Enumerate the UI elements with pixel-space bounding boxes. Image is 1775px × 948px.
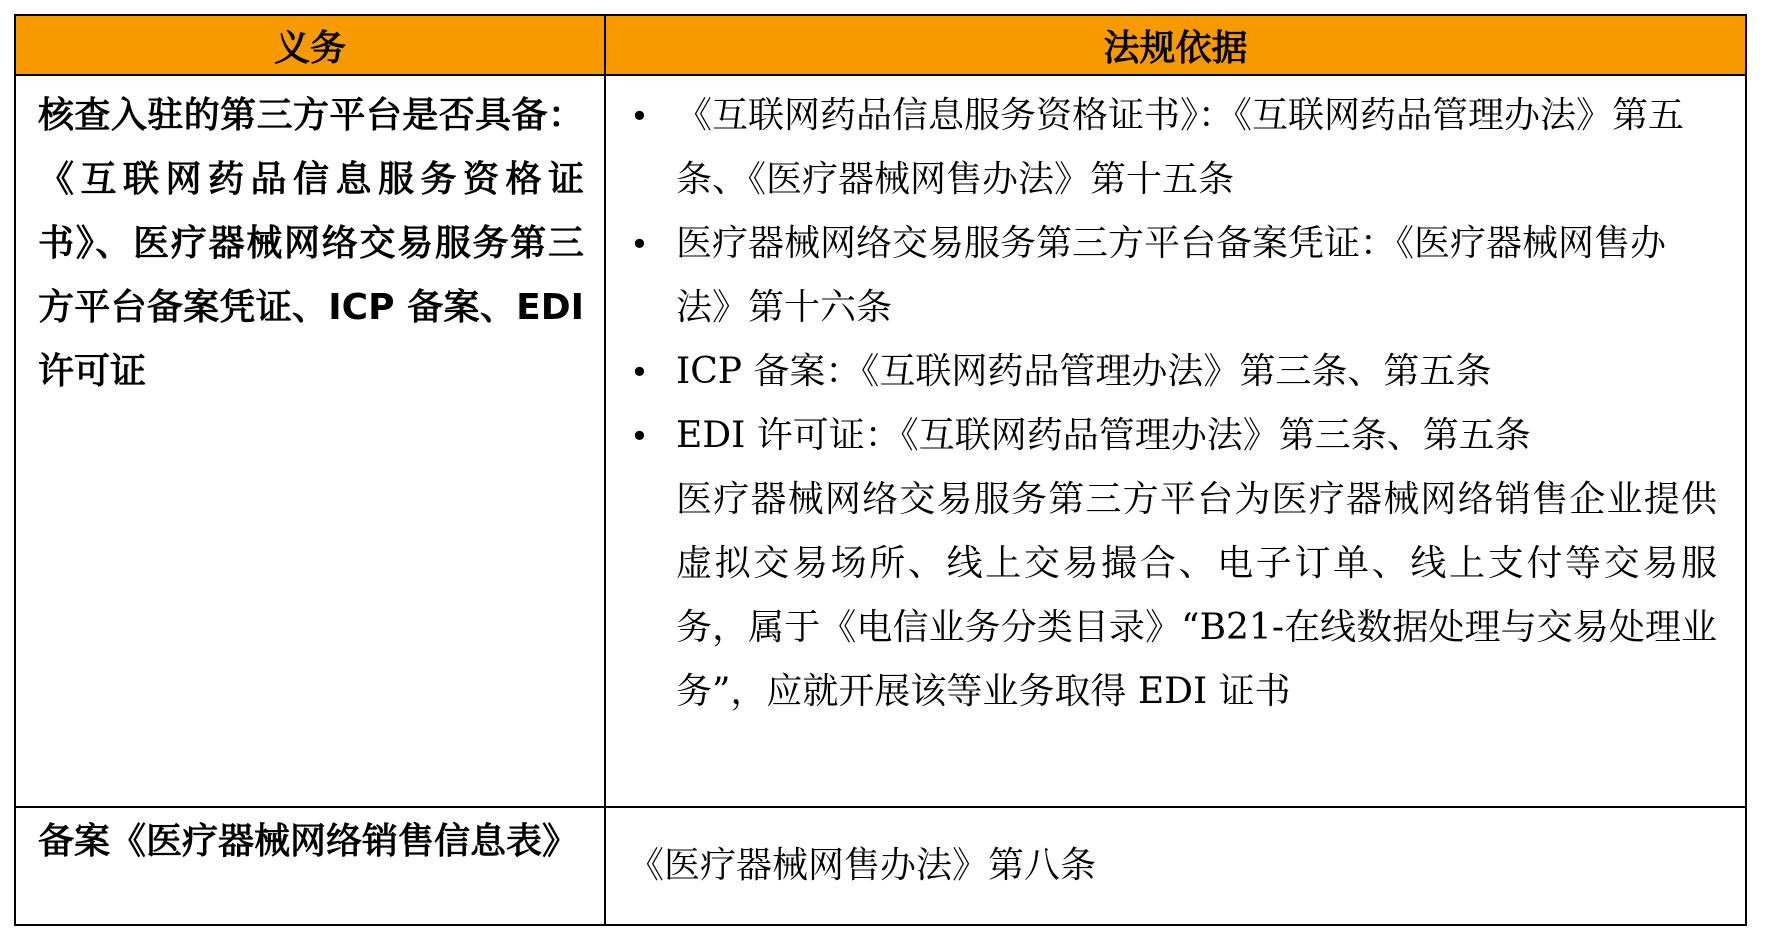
table-row: [15, 807, 1746, 925]
bullet-icon: •: [630, 97, 649, 135]
list-item: [628, 340, 1717, 404]
bullet-icon: •: [630, 353, 649, 391]
duty-cell: 备案《医疗器械网络销售信息表》: [15, 807, 605, 925]
legal-basis-cell: [605, 75, 1746, 807]
legal-basis-note: 医疗器械网络交易服务第三方平台为医疗器械网络销售企业提供虚拟交易场所、线上交易撮合、电子订单、线上支付等交易服务，属于《电信业务分类目录》“B21-在线数据处理与交易处理业务”，应就开展该等业务取得 EDI 证书: [676, 479, 1717, 712]
legal-basis-text: 《互联网药品信息服务资格证书》：《互联网药品管理办法》第五条、《医疗器械网售办法》第十五条: [676, 95, 1685, 200]
list-item: [628, 404, 1717, 468]
legal-basis-text: 医疗器械网络交易服务第三方平台备案凭证：《医疗器械网售办法》第十六条: [676, 223, 1667, 328]
legal-basis-text: ICP 备案：《互联网药品管理办法》第三条、第五条: [676, 351, 1492, 392]
bullet-icon: •: [630, 225, 649, 263]
list-item: [628, 84, 1717, 212]
header-legal-basis: 法规依据: [605, 15, 1746, 75]
legal-basis-list: [628, 84, 1717, 468]
table-header-row: [15, 15, 1746, 75]
list-item: [628, 212, 1717, 340]
header-duty: 义务: [15, 15, 605, 75]
bullet-icon: •: [630, 417, 649, 455]
obligations-table: [14, 14, 1747, 926]
table-row: [15, 75, 1746, 807]
duty-cell: 核查入驻的第三方平台是否具备：《互联网药品信息服务资格证书》、医疗器械网络交易服务第三方平台备案凭证、ICP 备案、EDI 许可证: [15, 75, 605, 807]
legal-basis-text: EDI 许可证：《互联网药品管理办法》第三条、第五条: [676, 415, 1531, 456]
legal-basis-cell: 《医疗器械网售办法》第八条: [605, 807, 1746, 925]
